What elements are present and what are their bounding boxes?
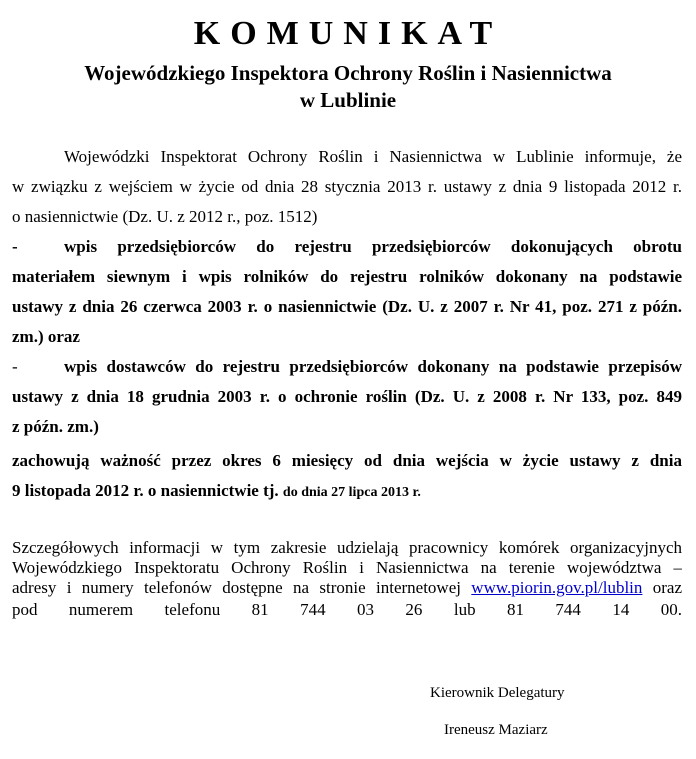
conclusion-line-2-part2: do dnia 27 lipca 2013 r.	[282, 485, 421, 500]
signature-role: Kierownik Delegatury	[430, 685, 565, 701]
document-title: KOMUNIKAT	[193, 15, 503, 52]
signature-name: Ireneusz Maziarz	[444, 722, 548, 738]
item2-marker: -	[12, 357, 18, 376]
document-subtitle-line2: w Lublinie	[299, 88, 397, 112]
intro-line-3: o nasiennictwie (Dz. U. z 2012 r., poz. 1512)	[12, 207, 318, 226]
conclusion-line-1: zachowują ważność przez okres 6 miesięcy od dnia wejścia w życie ustawy z dnia	[12, 451, 682, 470]
item1-marker: -	[12, 237, 18, 256]
info-line-1: Szczegółowych informacji w tym zakresie udzielają pracownicy komórek organizacyjnych	[12, 538, 682, 557]
item1-line-2: materiałem siewnym i wpis rolników do rejestru rolników dokonany na podstawie	[12, 267, 682, 286]
item1-line-4: zm.) oraz	[12, 327, 80, 346]
item2-line-1: wpis dostawców do rejestru przedsiębiorców dokonany na podstawie przepisów	[64, 357, 682, 376]
info-line-3-text: adresy i numery telefonów dostępne na stronie internetowej	[12, 578, 461, 597]
info-line-4: pod numerem telefonu 81 744 03 26 lub 81 744 14 00.	[12, 600, 682, 619]
info-line-3-end: oraz	[652, 578, 682, 597]
info-line-3	[12, 578, 682, 598]
item1-line-3: ustawy z dnia 26 czerwca 2003 r. o nasiennictwie (Dz. U. z 2007 r. Nr 41, poz. 271 z późn.	[12, 297, 682, 316]
info-line-2: Wojewódzkiego Inspektoratu Ochrony Roślin i Nasiennictwa na terenie województwa –	[12, 558, 682, 577]
intro-line-1: Wojewódzki Inspektorat Ochrony Roślin i Nasiennictwa w Lublinie informuje, że	[64, 147, 682, 166]
intro-line-2: w związku z wejściem w życie od dnia 28 stycznia 2013 r. ustawy z dnia 9 listopada 2012 r.	[12, 177, 682, 196]
website-link[interactable]: www.piorin.gov.pl/lublin	[471, 578, 643, 597]
conclusion-line-2-part1: 9 listopada 2012 r. o nasiennictwie tj.	[12, 481, 279, 500]
document-subtitle-line1: Wojewódzkiego Inspektora Ochrony Roślin i Nasiennictwa	[84, 61, 612, 85]
item2-line-2: ustawy z dnia 18 grudnia 2003 r. o ochronie roślin (Dz. U. z 2008 r. Nr 133, poz. 849	[12, 387, 682, 406]
item1-line-1: wpis przedsiębiorców do rejestru przedsiębiorców dokonujących obrotu	[64, 237, 682, 256]
conclusion-line-2	[12, 480, 682, 504]
item2-line-3: z późn. zm.)	[12, 417, 99, 436]
